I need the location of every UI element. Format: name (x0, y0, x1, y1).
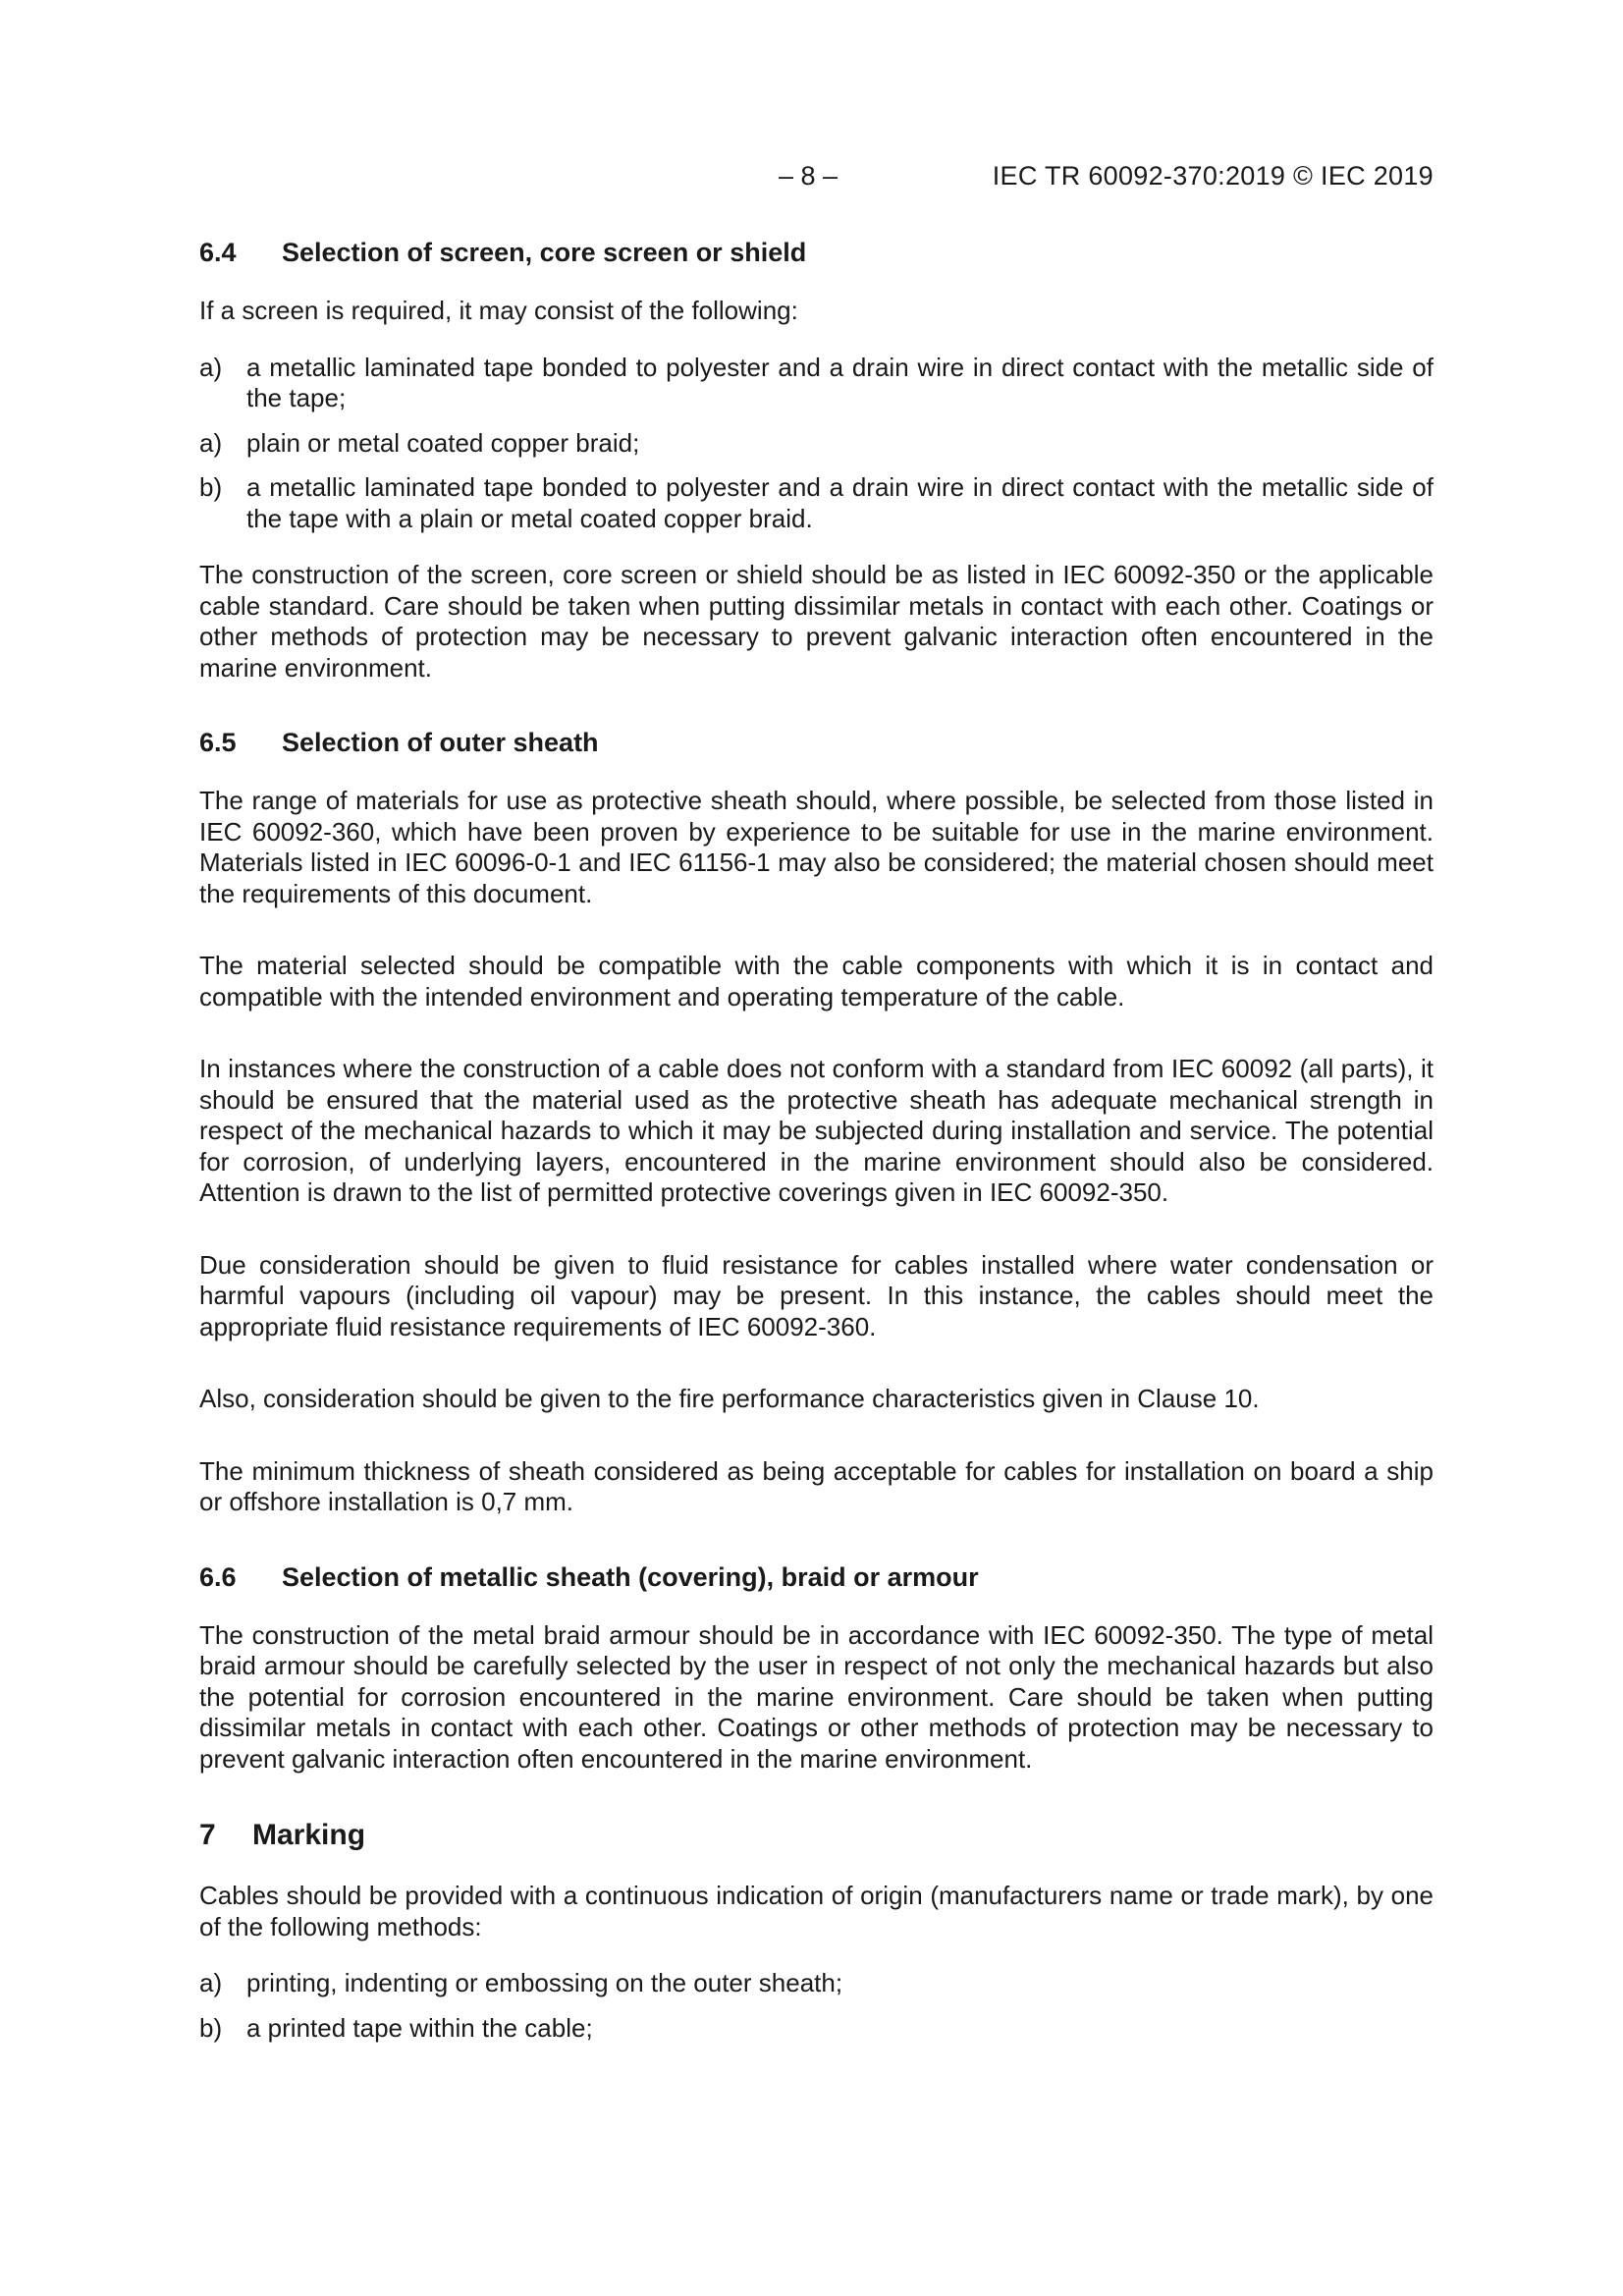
paragraph: The minimum thickness of sheath considered as being acceptable for cables for installation on board a ship or offshore installation is 0,7 mm. (199, 1455, 1434, 1516)
section-number: 6.6 (199, 1561, 237, 1592)
list-item (199, 353, 1434, 414)
list-item (199, 2013, 1434, 2045)
section-heading-6-6 (199, 1559, 1434, 1595)
paragraph: Due consideration should be given to fluid resistance for cables installed where water condensation or harmful vapours (including oil vapour) may be present. In this instance, the cables should meet the appropriate fluid resistance requirements of IEC 60092-360. (199, 1249, 1434, 1341)
paragraph: The material selected should be compatible with the cable components with which it is in contact and compatible with the intended environment and operating temperature of the cable. (199, 951, 1434, 1011)
list-item-text: a metallic laminated tape bonded to polyester and a drain wire in direct contact with the metallic side of the tape with a plain or metal coated copper braid. (246, 472, 1434, 533)
paragraph: In instances where the construction of a cable does not conform with a standard from IEC 60092 (all parts), it should be ensured that the material used as the protective sheath has adequate mechanical strength in respect of the mechanical hazards to which it may be subjected during installation and service. The potential for corrosion, of underlying layers, encountered in the marine environment should also be considered. Attention is drawn to the list of permitted protective coverings given in IEC 60092-350. (199, 1054, 1434, 1207)
list-item (199, 428, 1434, 460)
list-marker: a) (199, 1968, 223, 1997)
paragraph: The range of materials for use as protective sheath should, where possible, be selected from those listed in IEC 60092-360, which have been proven by experience to be suitable for use in the marine environment. Materials listed in IEC 60096-0-1 and IEC 61156-1 may also be considered; the material chosen should meet the requirements of this document. (199, 786, 1434, 908)
paragraph: If a screen is required, it may consist of the following: (199, 296, 798, 325)
marking-methods-list (199, 1968, 1434, 2044)
section-heading-7 (199, 1816, 1434, 1855)
screen-options-list (199, 353, 1434, 535)
list-marker: a) (199, 352, 223, 382)
paragraph: The construction of the screen, core screen or shield should be as listed in IEC 60092-350 or the applicable cable standard. Care should be taken when putting dissimilar metals in contact with each other. Coatings or other methods of protection may be necessary to prevent galvanic interaction often encountered in the marine environment. (199, 560, 1434, 683)
section-number: 7 (199, 1819, 216, 1851)
list-item-text: printing, indenting or embossing on the outer sheath; (246, 1968, 843, 1997)
page-header (199, 161, 1434, 196)
document-body (199, 235, 1434, 2044)
list-item-text: a printed tape within the cable; (246, 2012, 593, 2043)
paragraph: Cables should be provided with a continuous indication of origin (manufacturers name or trade mark), by one of the following methods: (199, 1881, 1434, 1941)
section-heading-6-5 (199, 725, 1434, 760)
list-marker: a) (199, 427, 223, 458)
section-heading-6-4 (199, 235, 1434, 270)
section-title: Selection of metallic sheath (covering), braid or armour (282, 1561, 979, 1592)
paragraph: Also, consideration should be given to the fire performance characteristics given in Clause 10. (199, 1384, 1260, 1413)
list-marker: b) (199, 472, 223, 502)
section-title: Selection of screen, core screen or shield (282, 238, 807, 267)
list-item (199, 472, 1434, 534)
document-identifier: IEC TR 60092-370:2019 © IEC 2019 (992, 161, 1434, 191)
section-title: Selection of outer sheath (282, 728, 599, 757)
paragraph: The construction of the metal braid armour should be in accordance with IEC 60092-350. The type of metal braid armour should be carefully selected by the user in respect of not only the mechanical hazards but also the potential for corrosion encountered in the marine environment. Care should be taken when putting dissimilar metals in contact with each other. Coatings or other methods of protection may be necessary to prevent galvanic interaction often encountered in the marine environment. (199, 1619, 1434, 1774)
page-number: – 8 – (779, 161, 839, 191)
list-item-text: a metallic laminated tape bonded to polyester and a drain wire in direct contact with the metallic side of the tape; (246, 352, 1434, 412)
list-item-text: plain or metal coated copper braid; (246, 427, 640, 458)
list-marker: b) (199, 2012, 223, 2043)
section-number: 6.4 (199, 238, 237, 267)
section-title: Marking (252, 1819, 366, 1851)
section-number: 6.5 (199, 728, 237, 757)
list-item (199, 1968, 1434, 1999)
